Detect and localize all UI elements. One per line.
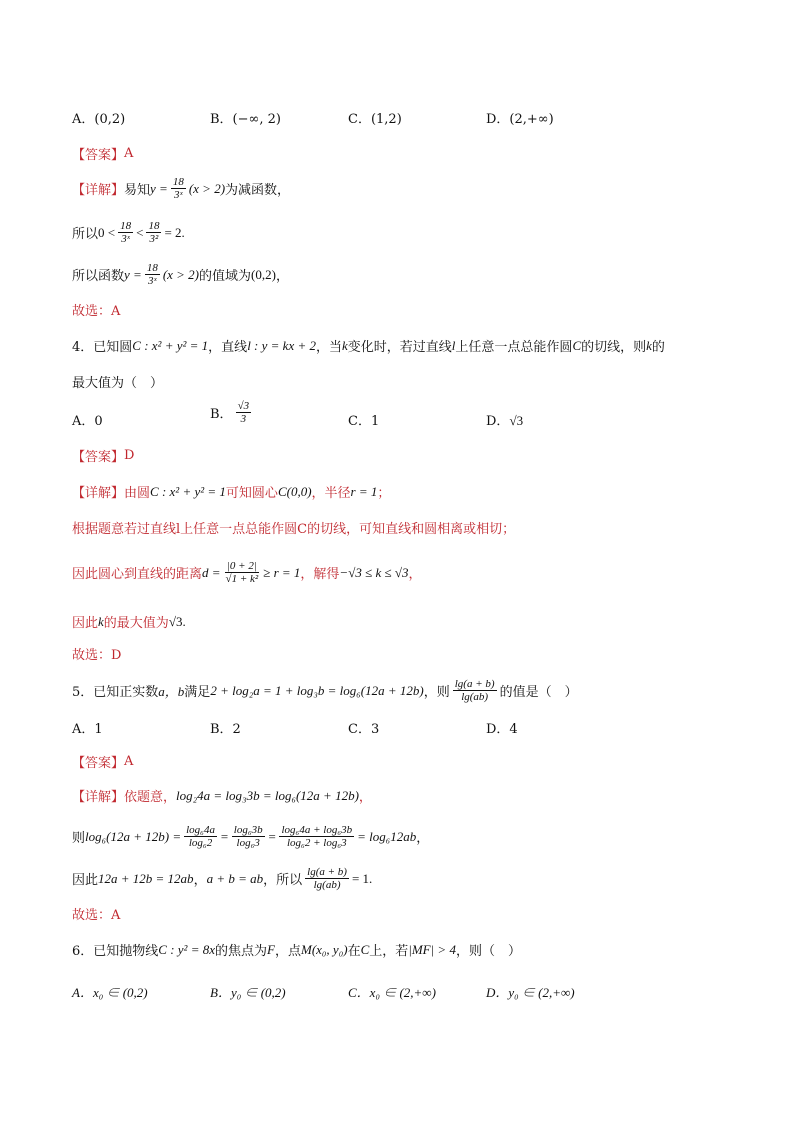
- math: =: [220, 828, 229, 844]
- text: 上任意一点总能作圆: [455, 340, 573, 355]
- text: 的: [651, 340, 665, 355]
- choose-text: 故选：D: [72, 648, 122, 663]
- q4-stem-line2: [72, 372, 754, 391]
- q4-detail-4: [72, 612, 754, 631]
- text: 在: [347, 944, 361, 959]
- text: 易知: [124, 183, 151, 199]
- math: y =: [150, 180, 168, 196]
- q5-stem: [72, 678, 754, 703]
- math: l: [451, 337, 456, 353]
- math: l : y = kx + 2: [247, 337, 316, 353]
- text: ，直线: [208, 340, 248, 355]
- fraction: [236, 400, 252, 425]
- text: ，: [408, 567, 422, 583]
- denominator: log₆3: [236, 837, 260, 850]
- q4-option-b: [210, 400, 254, 425]
- math: (0,2): [251, 266, 276, 282]
- text: ，半径: [311, 486, 351, 501]
- numerator: lg(a + b): [454, 678, 495, 690]
- q5-detail-2: [72, 824, 754, 849]
- text: 的切线，则: [581, 340, 647, 355]
- q6-option-b: B．y₀ ∈ (0,2): [210, 985, 286, 1000]
- denominator: log₆2: [188, 837, 213, 850]
- denominator: 3ˣ: [174, 189, 183, 202]
- text: 的最大值为: [103, 616, 169, 631]
- math: 12a + 12b = 12ab: [98, 870, 194, 886]
- answer-value: D: [124, 448, 135, 463]
- text: 因此圆心到直线的距离: [72, 567, 203, 583]
- math: = log₆12ab: [357, 828, 417, 844]
- q5-option-b: B．2: [210, 722, 241, 737]
- text: 4．已知圆: [72, 340, 133, 355]
- text: 的值是（ ）: [499, 685, 578, 701]
- math: ≥ r = 1: [263, 564, 301, 580]
- q4-option-a: A．0: [72, 414, 103, 429]
- q4-detail-1: [72, 482, 754, 501]
- denominator: 3²: [149, 233, 159, 246]
- fraction: [224, 560, 261, 585]
- math: C : x² + y² = 1: [132, 337, 209, 353]
- text: ，: [193, 873, 207, 889]
- numerator: 18: [148, 220, 160, 232]
- math: |MF| > 4: [408, 941, 456, 957]
- q3-option-b: B．(−∞, 2): [210, 112, 281, 127]
- math: 0 <: [98, 224, 116, 240]
- numerator: √3: [237, 400, 250, 412]
- math: C: [572, 337, 582, 353]
- text: ，点: [274, 944, 301, 959]
- text: 所以: [72, 227, 99, 243]
- q5-option-a: A．1: [72, 722, 103, 737]
- math: (x > 2): [188, 180, 226, 196]
- math: √3: [509, 413, 524, 428]
- fraction: [145, 262, 160, 287]
- math: y =: [124, 266, 142, 282]
- text: ，则: [423, 685, 450, 701]
- text: 因此: [72, 616, 99, 631]
- answer-tag: 【答案】: [72, 450, 125, 465]
- math: d =: [202, 564, 221, 580]
- text: 5．已知正实数: [72, 685, 159, 701]
- numerator: |0 + 2|: [226, 560, 257, 572]
- answer-value: A: [124, 754, 134, 769]
- text: ，则（ ）: [455, 944, 521, 959]
- denominator: lg(ab): [461, 691, 489, 704]
- q5-answer: [72, 752, 754, 771]
- math: C(0,0): [277, 483, 312, 499]
- math: 2 + log₂a = 1 + log₃b = log₆(12a + 12b): [210, 682, 424, 698]
- math: = 1.: [351, 870, 373, 886]
- text: ，: [275, 269, 289, 285]
- numerator: log₆4a: [186, 824, 215, 836]
- math: a + b = ab: [206, 870, 264, 886]
- denominator: 3ˣ: [148, 275, 157, 288]
- q4-answer: [72, 446, 754, 465]
- denominator: log₆2 + log₆3: [286, 837, 347, 850]
- numerator: lg(a + b): [307, 866, 347, 878]
- denominator: √1 + k²: [225, 573, 259, 586]
- q4-option-c: C．1: [348, 414, 380, 429]
- choose-text: 故选：A: [72, 304, 121, 319]
- text: 可知圆心: [225, 486, 278, 501]
- text: 为减函数，: [225, 183, 291, 199]
- option-label: D．: [486, 414, 510, 429]
- q6-stem: [72, 940, 754, 959]
- math: r = 1: [350, 483, 378, 499]
- numerator: log₆4a + log₆3b: [281, 824, 353, 836]
- text: 的值域为: [199, 269, 252, 285]
- math: M(x₀, y₀): [300, 941, 348, 957]
- numerator: 18: [120, 220, 132, 232]
- answer-tag: 【答案】: [72, 756, 125, 771]
- math: k: [98, 613, 104, 629]
- detail-tag: 【详解】: [72, 790, 125, 805]
- q4-detail-2: [72, 518, 754, 537]
- math: −√3 ≤ k ≤ √3: [339, 564, 409, 580]
- math: <: [136, 224, 144, 240]
- math: log₆(12a + 12b) =: [85, 828, 182, 844]
- text: ，所以: [263, 873, 303, 889]
- fraction: [184, 824, 217, 849]
- math: (x > 2): [162, 266, 200, 282]
- text: 由圆: [124, 486, 151, 501]
- math: a，b: [158, 684, 185, 700]
- text: 的焦点为: [215, 944, 268, 959]
- q3-option-d: D．(2,+∞): [486, 112, 554, 127]
- answer-value: A: [124, 146, 134, 161]
- q3-answer: [72, 144, 754, 163]
- text: ；: [377, 486, 391, 501]
- detail-tag: 【详解】: [72, 183, 125, 199]
- text: ，当: [315, 340, 342, 355]
- fraction: [171, 176, 186, 201]
- fraction: [279, 824, 354, 849]
- text: ，: [416, 831, 430, 847]
- answer-tag: 【答案】: [72, 148, 125, 163]
- text: 满足: [184, 685, 211, 701]
- text: 最大值为（ ）: [72, 376, 164, 391]
- q6-option-d: D．y₀ ∈ (2,+∞): [486, 985, 575, 1000]
- q6-option-c: C．x₀ ∈ (2,+∞): [348, 985, 436, 1000]
- numerator: 18: [172, 176, 184, 188]
- q3-detail-1: [72, 176, 754, 201]
- q6-option-a: A．x₀ ∈ (0,2): [72, 985, 148, 1000]
- q4-detail-3: [72, 560, 754, 585]
- option-label: B．: [210, 407, 233, 423]
- text: 6．已知抛物线: [72, 944, 159, 959]
- q3-detail-2: [72, 220, 754, 245]
- text: 所以函数: [72, 269, 125, 285]
- denominator: 3: [240, 413, 247, 426]
- fraction: [453, 678, 497, 703]
- text: 则: [72, 831, 86, 847]
- denominator: lg(ab): [313, 879, 341, 892]
- numerator: log₆3b: [233, 824, 263, 836]
- q4-stem: [72, 336, 754, 355]
- math: √3.: [168, 613, 186, 629]
- fraction: [232, 824, 265, 849]
- math: k: [342, 337, 348, 353]
- math: C : y² = 8x: [158, 941, 215, 957]
- q5-option-d: D．4: [486, 722, 518, 737]
- denominator: 3ˣ: [121, 233, 130, 246]
- text: 上，若: [369, 944, 409, 959]
- text: ，: [358, 790, 372, 805]
- q3-detail-3: [72, 262, 754, 287]
- detail-tag: 【详解】: [72, 486, 125, 501]
- q5-option-c: C．3: [348, 722, 380, 737]
- math: C : x² + y² = 1: [150, 483, 226, 499]
- math: log₂4a = log₃3b = log₆(12a + 12b): [176, 787, 359, 803]
- text: 根据题意若过直线l上任意一点总能作圆C的切线，可知直线和圆相离或相切；: [72, 522, 516, 537]
- choose-text: 故选：A: [72, 908, 121, 923]
- text: 变化时，若过直线: [347, 340, 452, 355]
- q5-detail-3: [72, 866, 754, 891]
- math: =: [267, 828, 277, 844]
- text: 因此: [72, 873, 99, 889]
- text: ，解得: [300, 567, 340, 583]
- q3-choose: [72, 300, 754, 319]
- fraction: [305, 866, 349, 891]
- fraction: [146, 220, 161, 245]
- q5-choose: [72, 904, 754, 923]
- q3-option-a: A．(0,2): [72, 112, 126, 127]
- text: 依题意，: [124, 790, 177, 805]
- math: = 2.: [164, 224, 185, 240]
- numerator: 18: [146, 262, 158, 274]
- q5-detail-1: [72, 786, 754, 805]
- fraction: [118, 220, 133, 245]
- q4-option-d: [486, 410, 523, 429]
- math: k: [646, 337, 652, 353]
- math: C: [360, 941, 370, 957]
- q4-choose: [72, 644, 754, 663]
- q3-option-c: C．(1,2): [348, 112, 402, 127]
- math: F: [267, 941, 275, 957]
